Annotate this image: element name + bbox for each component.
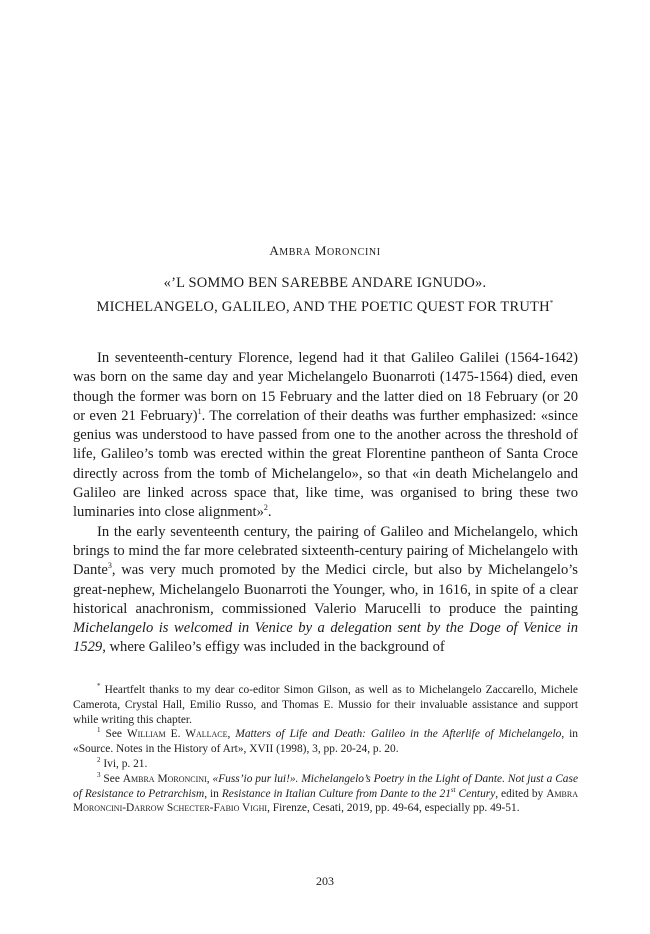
title-line-2: MICHELANGELO, GALILEO, AND THE POETIC QUEST FOR TRUTH*	[96, 298, 554, 315]
footnote-2: $^2$ Ivi, p. 21.	[97, 756, 148, 770]
footnote-3: $^3$ See Ambra Moroncini, «Fuss’io pur lui!». Michelangelo’s Poetry in the Light of Dante. Not just a Case of Resistance to Petrarchism, in Resistance in Italian Culture from Dante to the 21st Century, edited by Ambra Moroncini-Darrow Schecter-Fabio Vighi, Firenze, Cesati, 2019, pp. 49-64, especially pp. 49-51.	[73, 770, 578, 815]
title-line-1: «’L SOMMO BEN SAREBBE ANDARE IGNUDO».	[163, 275, 487, 291]
footnote-ref-3: 3	[107, 561, 112, 571]
chapter-title	[60, 273, 590, 317]
footnote-ref-1: 1	[197, 407, 202, 417]
painting-title: Michelangelo is welcomed in Venice by a delegation sent by the Doge of Venice in 1529	[73, 620, 578, 656]
footnote-1: $^1$ See William E. Wallace, Matters of Life and Death: Galileo in the Afterlife of Michelangelo, in «Source. Notes in the History of Art», XVII (1998), 3, pp. 20-24, p. 20.	[73, 726, 579, 756]
chapter-author: AMBRA MORONCINI	[269, 243, 381, 258]
footnote-star: * Heartfelt thanks to my dear co-editor Simon Gilson, as well as to Michelangelo Zaccarello, Michele Camerota, Crystal Hall, Emilio Russo, and Thomas E. Mussio for their invaluable assistance and support while writing this chapter.	[73, 682, 578, 726]
page-number: 203	[316, 874, 334, 888]
title-footnote-marker: *	[549, 299, 554, 307]
main-text	[73, 349, 578, 658]
paragraph-2: In the early seventeenth century, the pairing of Galileo and Michelangelo, which brings to mind the far more celebrated sixteenth-century pairing of Michelangelo with Dante$^3$, was very much promoted by the Medici circle, but also by Michelangelo’s great-nephew, Michelangelo Buonarroti the Younger, who, in 1616, in spite of a clear historical anachronism, commissioned Valerio Marucelli to produce the painting Michelangelo is welcomed in Venice by a delegation sent by the Doge of Venice in 1529, where Galileo’s effigy was included in the background of	[73, 523, 578, 656]
paragraph-1: In seventeenth-century Florence, legend had it that Galileo Galilei (1564-1642) was born on the same day and year Michelangelo Buonarroti (1475-1564) died, even though the former was born on 15 February and the latter died on 18 February (or 20 or even 21 February)$^1$. The correlation of their deaths was further emphasized: «since genius was understood to have passed from one to the another across the threshold of life, Galileo’s tomb was erected within the great Florentine pantheon of Santa Croce directly across from the tomb of Michelangelo», so that «in death Michelangelo and Galileo are linked across space that, like time, was organised to bring these two luminaries into close alignment»$^2$.	[73, 350, 578, 521]
footnotes	[73, 683, 578, 816]
footnote-ref-2: 2	[263, 503, 268, 513]
